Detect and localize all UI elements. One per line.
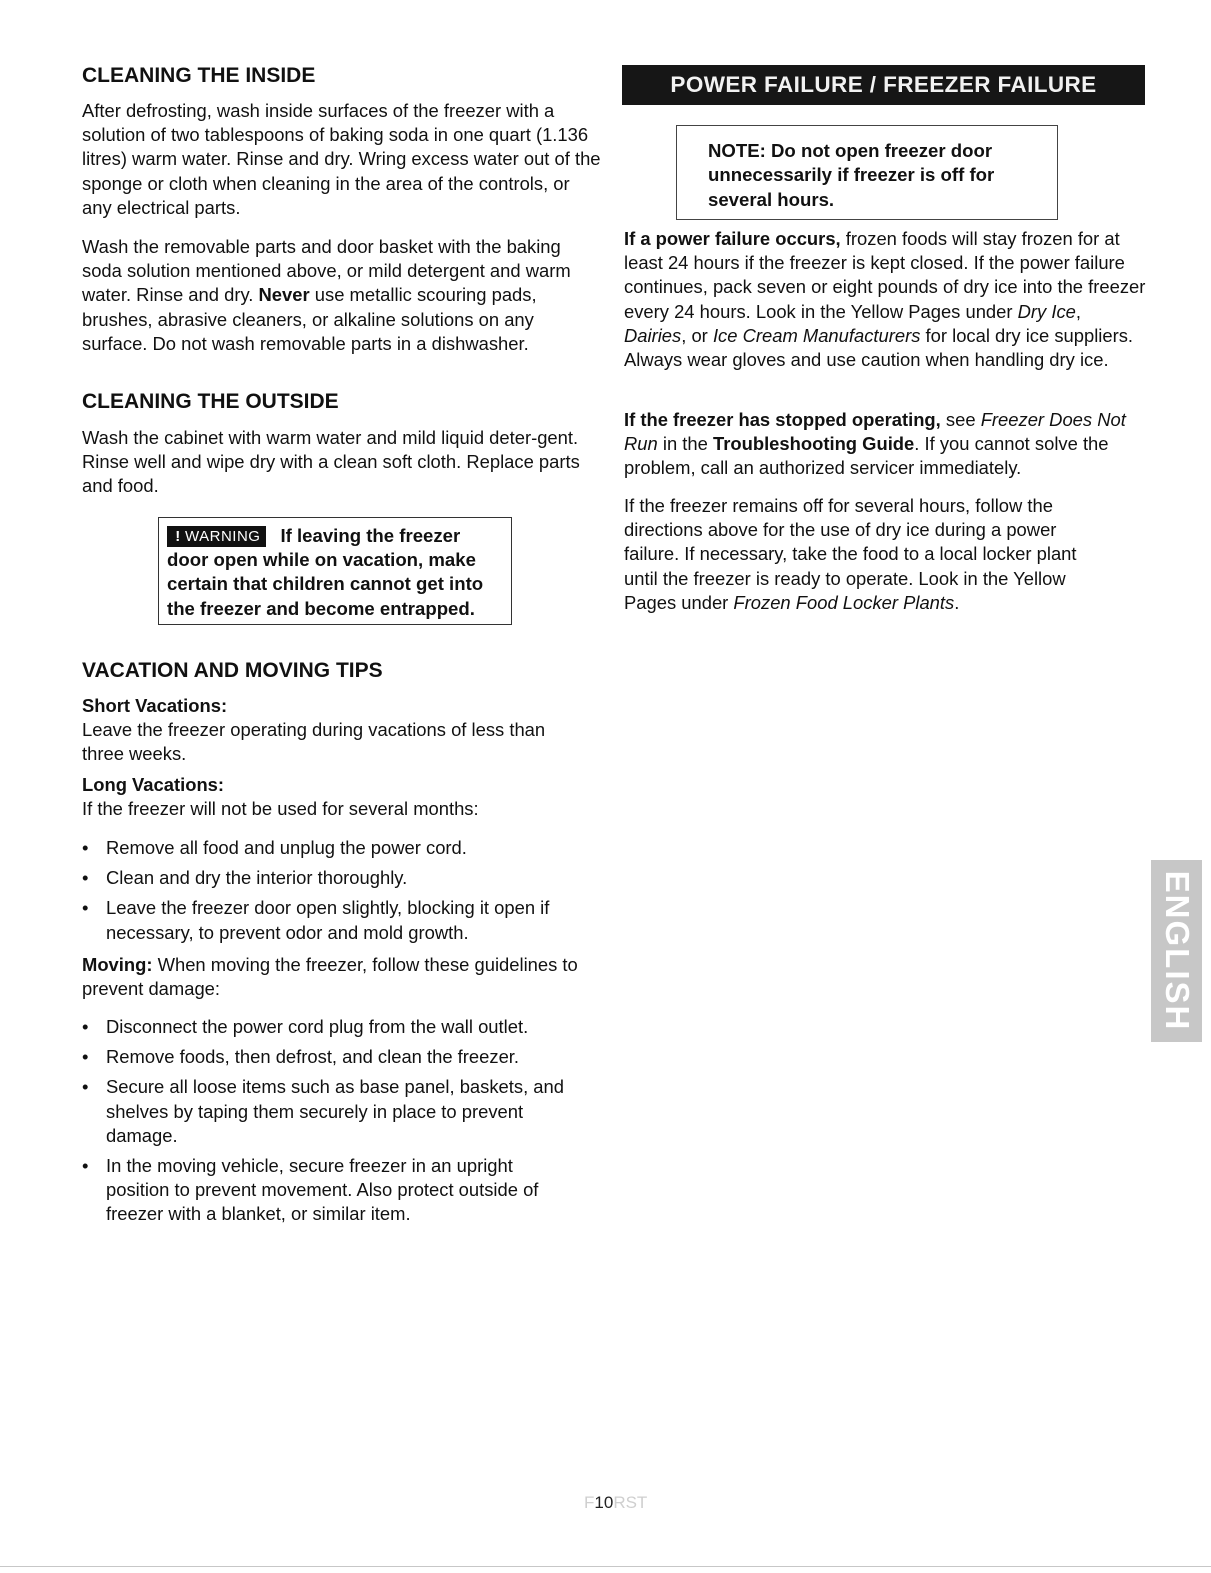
emphasis-italic: Freezer Does Not Run <box>624 409 1126 455</box>
long-vacations-section <box>82 773 602 821</box>
text: If the freezer remains off for several hours, follow the directions above for the use of dry ice during a power failure. If necessary, take the food to a local locker plant until the freezer is ready to operate. Look in the Yellow Pages under <box>624 495 1077 613</box>
moving-text: When moving the freezer, follow these guidelines to prevent damage: <box>82 954 578 1000</box>
text: for local dry ice suppliers. Always wear gloves and use caution when handling dry ice. <box>624 324 1134 371</box>
heading-vacation-moving: VACATION AND MOVING TIPS <box>82 659 383 682</box>
page-footer <box>584 1493 674 1513</box>
language-label: ENGLISH <box>1158 870 1196 1032</box>
warning-badge-label: WARNING <box>185 528 261 545</box>
long-vacations-text: If the freezer will not be used for several months: <box>82 798 479 820</box>
short-vacations-label: Short Vacations: <box>82 695 228 716</box>
cleaning-inside-paragraph-2 <box>82 235 602 356</box>
text: . If you cannot solve the problem, call an authorized servicer immediately. <box>624 433 1109 479</box>
text: . <box>954 591 960 613</box>
moving-label: Moving: <box>82 954 153 975</box>
emphasis: If the freezer has stopped operating, <box>624 409 941 430</box>
emphasis: If a power failure occurs, <box>624 228 841 249</box>
footer-suffix: RST <box>613 1493 648 1512</box>
list-item: • Clean and dry the interior thoroughly. <box>82 866 587 890</box>
section-banner-power-failure: POWER FAILURE / FREEZER FAILURE <box>622 65 1145 105</box>
list-item: • Leave the freezer door open slightly, blocking it open if necessary, to prevent odor and mold growth. <box>82 896 587 944</box>
warning-box <box>158 517 512 625</box>
heading-cleaning-inside: CLEANING THE INSIDE <box>82 64 316 87</box>
cleaning-inside-paragraph-1: After defrosting, wash inside surfaces of the freezer with a solution of two tablespoons of baking soda in one quart (1.136 litres) warm water. Rinse and dry. Wring excess water out of the sponge or cloth when cleaning in the area of the controls, or any electrical parts. <box>82 100 601 218</box>
list-item: • In the moving vehicle, secure freezer in an upright position to prevent movement. Also protect outside of freezer with a blanket, or similar item. <box>82 1154 597 1227</box>
note-box: NOTE: Do not open freezer door unnecessarily if freezer is off for several hours. <box>676 125 1058 220</box>
warning-badge <box>167 526 266 547</box>
power-failure-paragraph-3 <box>624 494 1114 615</box>
bottom-rule <box>0 1566 1211 1567</box>
long-vacations-label: Long Vacations: <box>82 774 225 795</box>
warning-triangle-icon: ! <box>175 528 181 545</box>
emphasis-italic: Ice Cream Manufacturers <box>712 324 921 346</box>
text: in the <box>662 433 708 455</box>
moving-paragraph <box>82 953 602 1001</box>
list-item: • Disconnect the power cord plug from the wall outlet. <box>82 1015 597 1039</box>
short-vacations-text: Leave the freezer operating during vacations of less than three weeks. <box>82 719 546 765</box>
power-failure-paragraph-2 <box>624 408 1148 481</box>
emphasis-italic: Dry Ice <box>1017 300 1076 322</box>
text: , <box>1075 300 1082 322</box>
long-vacations-list <box>82 836 587 951</box>
footer-prefix: F <box>584 1493 595 1512</box>
moving-list <box>82 1015 597 1233</box>
text: use metallic scouring pads, brushes, abrasive cleaners, or alkaline solutions on any surface. Do not wash removable parts in a dishwasher. <box>82 284 537 354</box>
text: see <box>945 409 976 430</box>
emphasis-never: Never <box>258 284 310 306</box>
text: , or <box>681 324 708 346</box>
text: frozen foods will stay frozen for at least 24 hours if the freezer is kept closed. If the power failure continues, pack seven or eight pounds of dry ice into the freezer every 24 hours. Look in the Yellow Pages under <box>624 228 1146 322</box>
text: Wash the removable parts and door basket with the baking soda solution mentioned above, or mild detergent and warm water. Rinse and dry. <box>82 236 571 306</box>
cleaning-outside-paragraph: Wash the cabinet with warm water and mild liquid deter-gent. Rinse well and wipe dry with a clean soft cloth. Replace parts and food. <box>82 427 580 497</box>
warning-text: If leaving the freezer door open while on vacation, make certain that children cannot get into the freezer and become entrapped. <box>167 525 484 619</box>
language-side-tab <box>1151 860 1202 1042</box>
emphasis-italic: Dairies <box>624 324 682 346</box>
list-item: • Remove foods, then defrost, and clean the freezer. <box>82 1045 597 1069</box>
emphasis-italic: Frozen Food Locker Plants <box>733 591 955 613</box>
heading-cleaning-outside: CLEANING THE OUTSIDE <box>82 390 339 413</box>
list-item: • Secure all loose items such as base panel, baskets, and shelves by taping them securely in place to prevent damage. <box>82 1075 597 1148</box>
short-vacations-section <box>82 694 602 767</box>
list-item: • Remove all food and unplug the power cord. <box>82 836 587 860</box>
emphasis: Troubleshooting Guide <box>713 433 915 455</box>
page-number: 10 <box>594 1493 614 1512</box>
power-failure-paragraph-1 <box>624 227 1148 372</box>
